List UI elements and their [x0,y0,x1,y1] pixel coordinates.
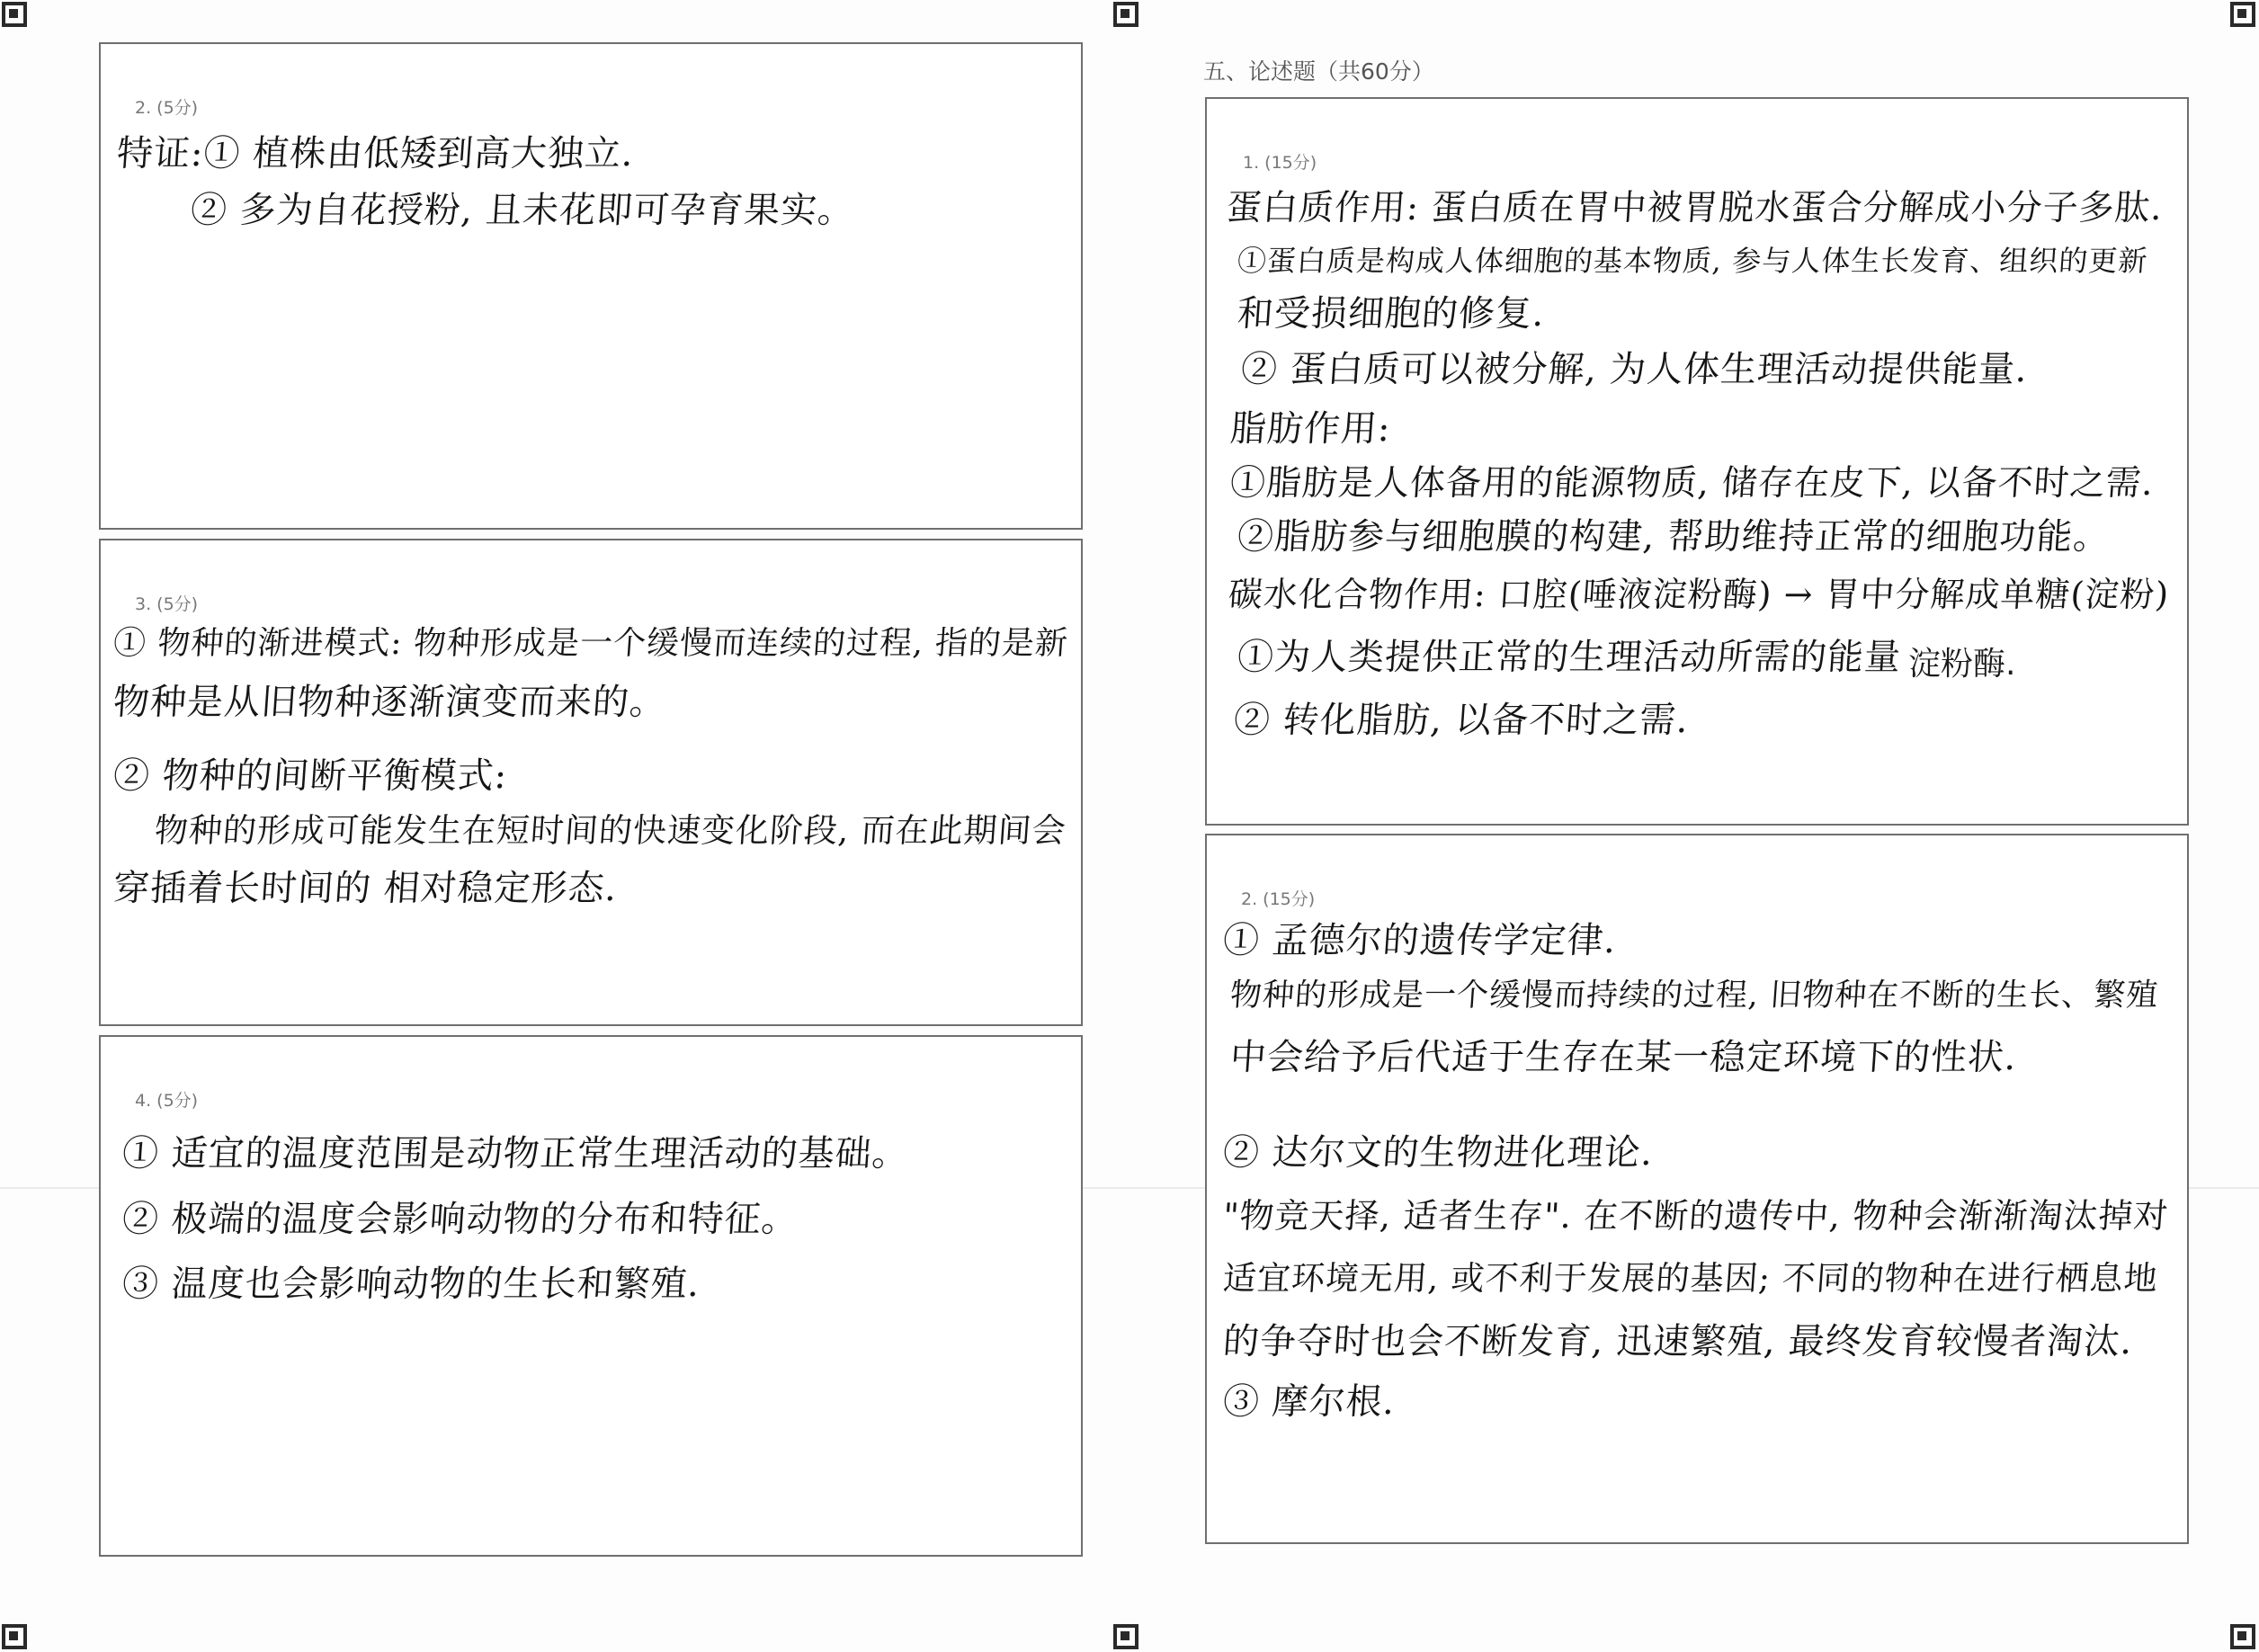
answer-line: 物种的形成是一个缓慢而持续的过程, 旧物种在不断的生长、繁殖 [1228,978,2160,1014]
question-label: 3. (5分) [135,594,199,614]
answer-line: ② 多为自花授粉, 且未花即可孕育果实。 [189,190,856,231]
answer-line: ①为人类提供正常的生理活动所需的能量 [1236,637,1903,678]
answer-box-q4-left [99,1035,1083,1557]
answer-line: 物种是从旧物种逐渐演变而来的。 [112,682,668,723]
registration-mark-bottom-center [1113,1624,1138,1649]
question-label: 1. (15分) [1243,153,1317,173]
answer-line: 穿插着长时间的 相对稳定形态. [112,868,620,909]
answer-line: "物竞天择, 适者生存". 在不断的遗传中, 物种会渐渐淘汰掉对 [1221,1196,2171,1236]
answer-line: ① 适宜的温度范围是动物正常生理活动的基础。 [121,1133,911,1174]
answer-line: 蛋白质作用: 蛋白质在胃中被胃脱水蛋合分解成小分子多肽. [1225,188,2165,228]
registration-mark-top-left [2,2,27,27]
question-label: 4. (5分) [135,1091,199,1111]
registration-mark-top-right [2230,2,2255,27]
answer-box-q3-left [99,539,1083,1026]
answer-line: ③ 温度也会影响动物的生长和繁殖. [121,1264,702,1305]
answer-line: ② 达尔文的生物进化理论. [1221,1132,1656,1174]
answer-line: ② 极端的温度会影响动物的分布和特征。 [121,1199,800,1240]
question-label: 2. (15分) [1241,889,1316,909]
section-title: 五、论述题（共60分） [1203,58,1434,85]
answer-line: 和受损细胞的修复. [1236,293,1547,335]
answer-line: ③ 摩尔根. [1221,1381,1397,1423]
answer-line: ②脂肪参与细胞膜的构建, 帮助维持正常的细胞功能。 [1236,516,2112,558]
answer-line: 特证:① 植株由低矮到高大独立. [115,133,636,174]
answer-line: 脂肪作用: [1228,408,1393,450]
answer-line: ① 孟德尔的遗传学定律. [1221,920,1619,961]
answer-line: ② 物种的间断平衡模式: [112,755,509,797]
registration-mark-top-center [1113,2,1138,27]
answer-line: 适宜环境无用, 或不利于发展的基因; 不同的物种在进行栖息地 [1221,1259,2160,1298]
answer-box-q2-right [1205,834,2189,1544]
answer-line: 物种的形成可能发生在短时间的快速变化阶段, 而在此期间会 [153,811,1068,850]
answer-line: ② 转化脂肪, 以备不时之需. [1232,700,1691,741]
answer-box-q1-right [1205,97,2189,826]
answer-line: 碳水化合物作用: 口腔(唾液淀粉酶) → 胃中分解成单糖(淀粉) [1227,575,2171,614]
registration-mark-bottom-right [2230,1624,2255,1649]
answer-line: ① 物种的渐进模式: 物种形成是一个缓慢而连续的过程, 指的是新 [112,625,1070,662]
answer-line: 的争夺时也会不断发育, 迅速繁殖, 最终发育较慢者淘汰. [1221,1321,2135,1362]
answer-line: ①蛋白质是构成人体细胞的基本物质, 参与人体生长发育、组织的更新 [1236,244,2149,278]
answer-line: ② 蛋白质可以被分解, 为人体生理活动提供能量. [1239,349,2030,390]
answer-box-q2-left [99,42,1083,530]
question-label: 2. (5分) [135,98,199,118]
answer-line: ①脂肪是人体备用的能源物质, 储存在皮下, 以备不时之需. [1228,463,2156,504]
registration-mark-bottom-left [2,1624,27,1649]
answer-line: 中会给予后代适于生存在某一稳定环境下的性状. [1228,1037,2019,1078]
arrow-note: 淀粉酶. [1908,646,2016,683]
